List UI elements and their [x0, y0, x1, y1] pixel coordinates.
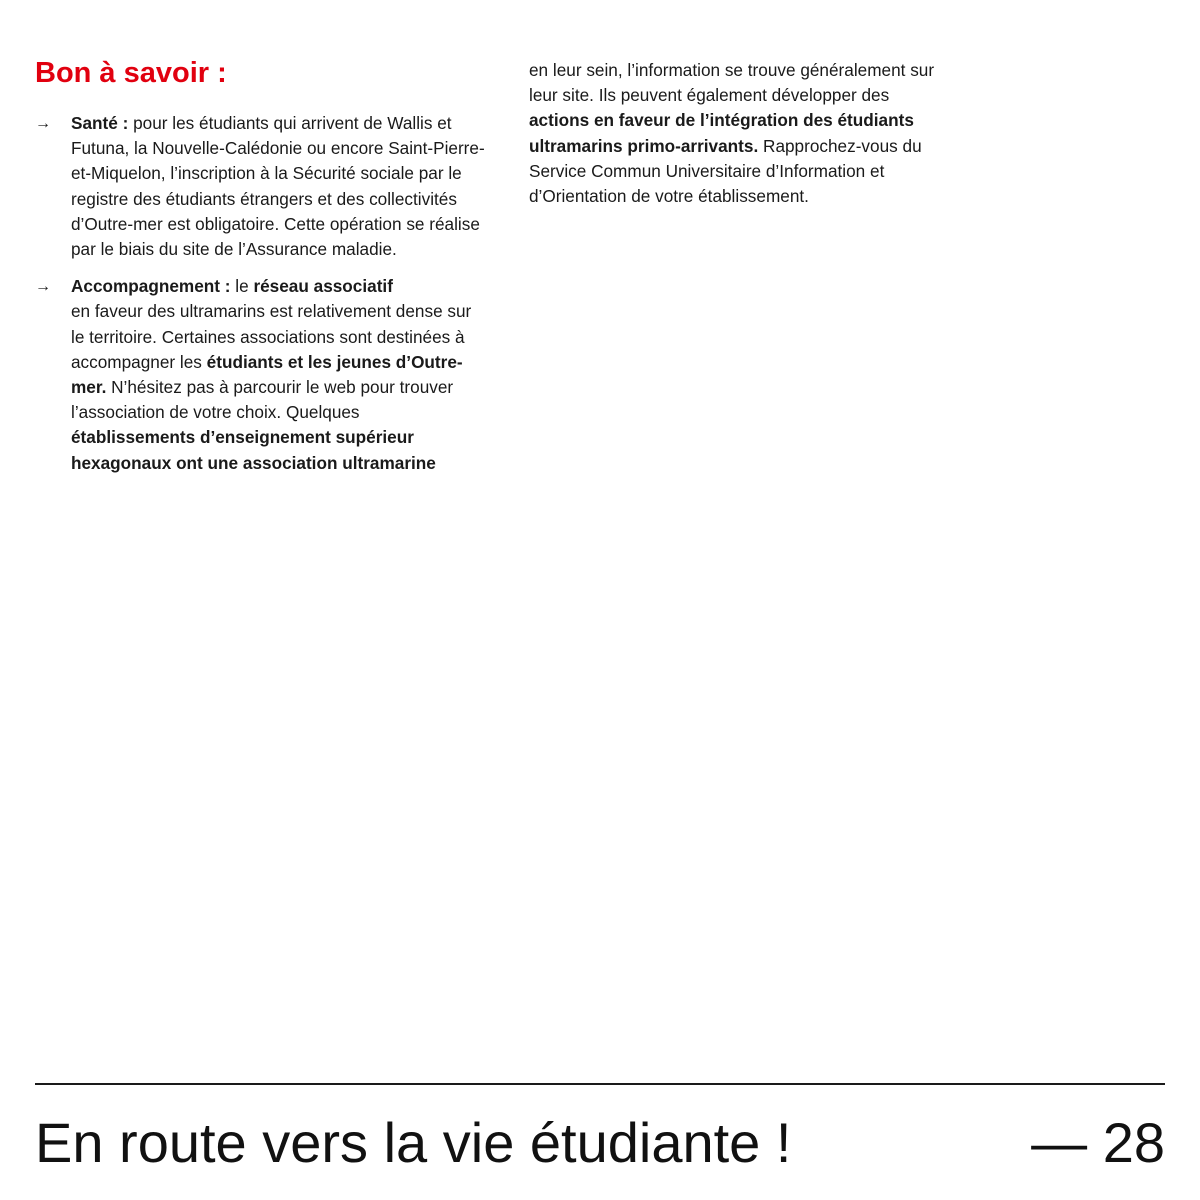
- accompagnement-text-3: N’hésitez pas à parcourir le web pour trouver l’association de votre choix. Quelques: [71, 377, 454, 423]
- footer-title: En route vers la vie étudiante !: [35, 1111, 792, 1174]
- sante-text: pour les étudiants qui arrivent de Wallis et Futuna, la Nouvelle-Calédonie ou encore Saint-Pierre-et-Miquelon, l’inscription à la Sécurité sociale par le registre des étudiants étrangers et des collectivités d’Outre-mer est obligatoire. Cette opération se réalise par le biais du site de l’Assurance maladie.: [71, 113, 485, 260]
- accompagnement-lead: Accompagnement :: [71, 276, 231, 297]
- accompagnement-bold-4: actions en faveur de l’intégration des étudiants ultramarins primo-arrivants.: [529, 110, 914, 156]
- accompagnement-bold-2: étudiants et les jeunes d’Outre-mer.: [71, 351, 463, 398]
- accompagnement-text-2: en faveur des ultramarins est relativement dense sur le territoire. Certaines associations sont destinées à accompagner les: [71, 301, 472, 372]
- list-item-sante: [35, 111, 485, 262]
- section-heading: Bon à savoir :: [35, 57, 227, 89]
- arrow-right-icon: →: [35, 115, 51, 132]
- accompagnement-continued-paragraph: [529, 58, 949, 209]
- accompagnement-text-4: en leur sein, l’information se trouve généralement sur leur site. Ils peuvent également développer des: [529, 60, 935, 106]
- list-item-accompagnement: [35, 274, 485, 476]
- page-number: — 28: [1031, 1111, 1165, 1174]
- sante-lead: Santé :: [71, 113, 129, 133]
- accompagnement-bold-3: établissements d’enseignement supérieur hexagonaux ont une association ultramarine: [71, 427, 436, 473]
- accompagnement-bold-1: réseau associatif: [253, 276, 393, 297]
- right-column: [529, 58, 949, 209]
- sante-paragraph: [71, 111, 485, 262]
- accompagnement-text-1: le: [230, 276, 254, 297]
- accompagnement-text-5: Rapprochez-vous du Service Commun Universitaire d’Information et d’Orientation de votre établissement.: [529, 135, 922, 207]
- left-column: [35, 111, 485, 488]
- accompagnement-paragraph: [71, 274, 485, 476]
- footer-divider: [35, 1083, 1165, 1085]
- arrow-right-icon: →: [35, 278, 51, 296]
